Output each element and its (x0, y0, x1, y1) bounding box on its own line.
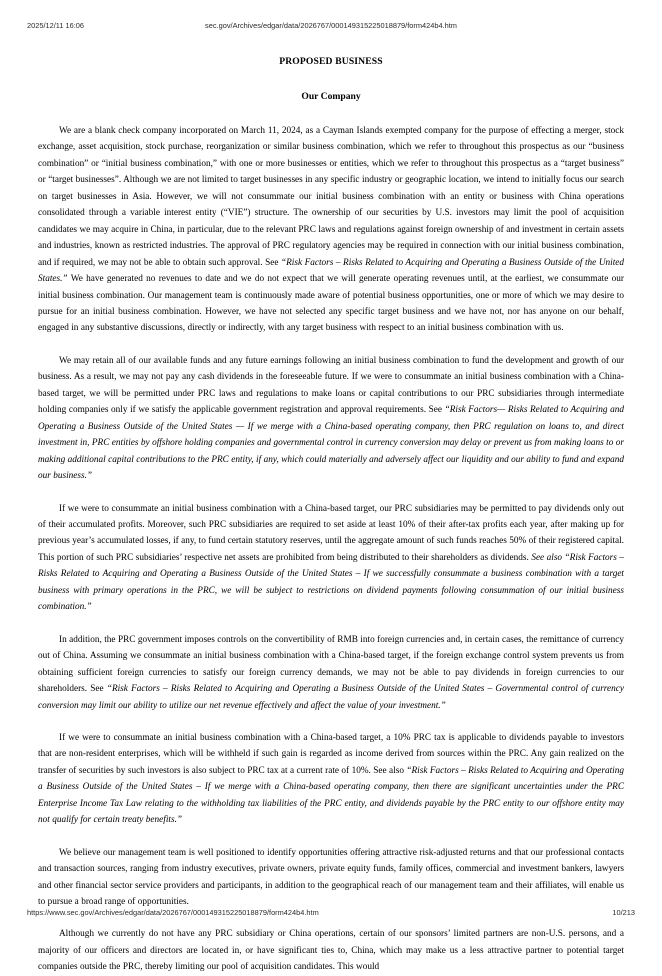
body-paragraph (38, 632, 624, 714)
risk-factor-reference: “Risk Factors – Risks Related to Acquiring and Operating a Business Outside of the United States – If we merge with a China-based operating company, then there are significant uncertainties under the PRC Enterprise Income Tax Law relating to the withholding tax liabilities of the PRC entity, and dividends payable by the PRC entity to our offshore entity may not qualify for certain treaty benefits.” (38, 765, 624, 826)
section-heading-our-company: Our Company (301, 91, 361, 102)
paragraph-text: We believe our management team is well positioned to identify opportunities offering attractive risk-adjusted returns and that our professional contacts and transaction sources, ranging from industry executives, private owners, private equity funds, family offices, commercial and investment bankers, lawyers and other financial sector service providers and participants, in addition to the geographical reach of our management team and their affiliates, will enable us to pursue a broad range of opportunities. (38, 847, 624, 908)
paragraph-text: If we were to consummate an initial business combination with a China-based target, our PRC subsidiaries may be permitted to pay dividends only out of their accumulated profits. Moreover, such PRC subsidiaries are required to set aside at least 10% of their after-tax profits each year, after making up for previous year’s accumulated losses, if any, to fund certain statutory reserves, until the aggregate amount of such funds reaches 50% of their registered capital. This portion of such PRC subsidiaries’ respective net assets are prohibited from being distributed to their shareholders as dividends. (38, 503, 624, 563)
document-page (38, 55, 624, 976)
risk-factor-reference: “Risk Factors— Risks Related to Acquiring and Operating a Business Outside of the United States — If we merge with a China-based operating company, then PRC regulation on loans to, and direct investment in, PRC entities by offshore holding companies and governmental control in currency conversion may delay or prevent us from making loans to or making additional capital contributions to the PRC entity, if any, which could materially and adversely affect our liquidity and our ability to fund and expand our business.” (38, 405, 624, 482)
paragraph-container (38, 123, 624, 976)
body-paragraph (38, 123, 624, 337)
risk-factor-reference: “Risk Factors – Risks Related to Acquiring and Operating a Business Outside of the United States – Governmental control of currency conversion may limit our ability to utilize our net revenue effectively and affect the value of your investment.” (38, 684, 624, 711)
risk-factor-reference: “Risk Factors – Risks Related to Acquiring and Operating a Business Outside of the United States.” (38, 257, 624, 285)
print-header-url: sec.gov/Archives/edgar/data/2026767/000149315225018879/form424b4.htm (205, 21, 457, 30)
body-paragraph (38, 353, 624, 485)
print-header (0, 21, 662, 33)
print-footer-page-number: 10/213 (612, 908, 635, 917)
body-paragraph (38, 501, 624, 616)
paragraph-text: We have generated no revenues to date and we do not expect that we will generate operating revenues until, at the earliest, we consummate our initial business combination. Our management team is continuously made aware of potential business opportunities, one or more of which we may desire to pursue for an initial business combination. However, we have not selected any specific target business and we have not, nor has anyone on our behalf, engaged in any substantive discussions, directly or indirectly, with any target business with respect to an initial business combination with us. (38, 274, 624, 334)
page-title: PROPOSED BUSINESS (279, 56, 383, 67)
paragraph-text: If we were to consummate an initial business combination with a China-based target, a 10% PRC tax is applicable to dividends payable to investors that are non-resident enterprises, which will be withheld if such gain is regarded as income derived from sources within the PRC. Any gain realized on the transfer of securities by such investors is also subject to PRC tax at a current rate of 10%. See also (38, 732, 624, 776)
body-paragraph (38, 730, 624, 829)
print-header-timestamp: 2025/12/11 16:06 (27, 21, 84, 30)
paragraph-text: In addition, the PRC government imposes controls on the convertibility of RMB into foreign currencies and, in certain cases, the remittance of currency out of China. Assuming we consummate an initial business combination with a China-based target, if the foreign exchange control system prevents us from obtaining sufficient foreign currencies to satisfy our foreign currency demands, we may not be able to pay dividends in foreign currencies to our shareholders. See (38, 634, 624, 695)
body-paragraph (38, 845, 624, 911)
print-footer-url: https://www.sec.gov/Archives/edgar/data/2026767/000149315225018879/form424b4.htm (27, 908, 319, 917)
paragraph-text: We are a blank check company incorporated on March 11, 2024, as a Cayman Islands exempted company for the purpose of effecting a merger, stock exchange, asset acquisition, stock purchase, reorganization or similar business combination, which we refer to throughout this prospectus as our “business combination” or “initial business combination,” with one or more businesses or entities, which we refer to throughout this prospectus as a “target business” or “target businesses”. Although we are not limited to target businesses in any specific industry or geographic location, we intend to initially focus our search on target businesses in Asia. However, we will not consummate our initial business combination with an entity or business with China operations consolidated through a variable interest entity (“VIE”) structure. The ownership of our securities by U.S. investors may limit the pool of acquisition candidates we may acquire in China, in particular, due to the relevant PRC laws and regulations against foreign ownership of and investment in certain assets and industries, known as restricted industries. The approval of PRC regulatory agencies may be required in connection with our initial business combination, and if required, we may not be able to obtain such approval. See (38, 126, 624, 268)
print-footer (0, 908, 662, 920)
body-paragraph (38, 926, 624, 975)
paragraph-text: Although we currently do not have any PRC subsidiary or China operations, certain of our sponsors’ limited partners are non-U.S. persons, and a majority of our officers and directors are located in, or have significant ties to, China, which may make us a less attractive partner to potential target companies outside the PRC, thereby limiting our pool of acquisition candidates. This would (38, 929, 624, 973)
paragraph-text: We may retain all of our available funds and any future earnings following an initial business combination to fund the development and growth of our business. As a result, we may not pay any cash dividends in the foreseeable future. If we were to consummate an initial business combination with a China-based target, we will be permitted under PRC laws and regulations to make loans or capital contributions to our PRC subsidiaries through intermediate holding companies only if we satisfy the applicable government registration and approval requirements. See (38, 355, 624, 416)
risk-factor-reference: See also “Risk Factors – Risks Related to Acquiring and Operating a Business Outside of the United States – If we successfully consummate a business combination with a target business with primary operations in the PRC, we will be subject to restrictions on dividend payments following consummation of our initial business combination.” (38, 552, 624, 613)
